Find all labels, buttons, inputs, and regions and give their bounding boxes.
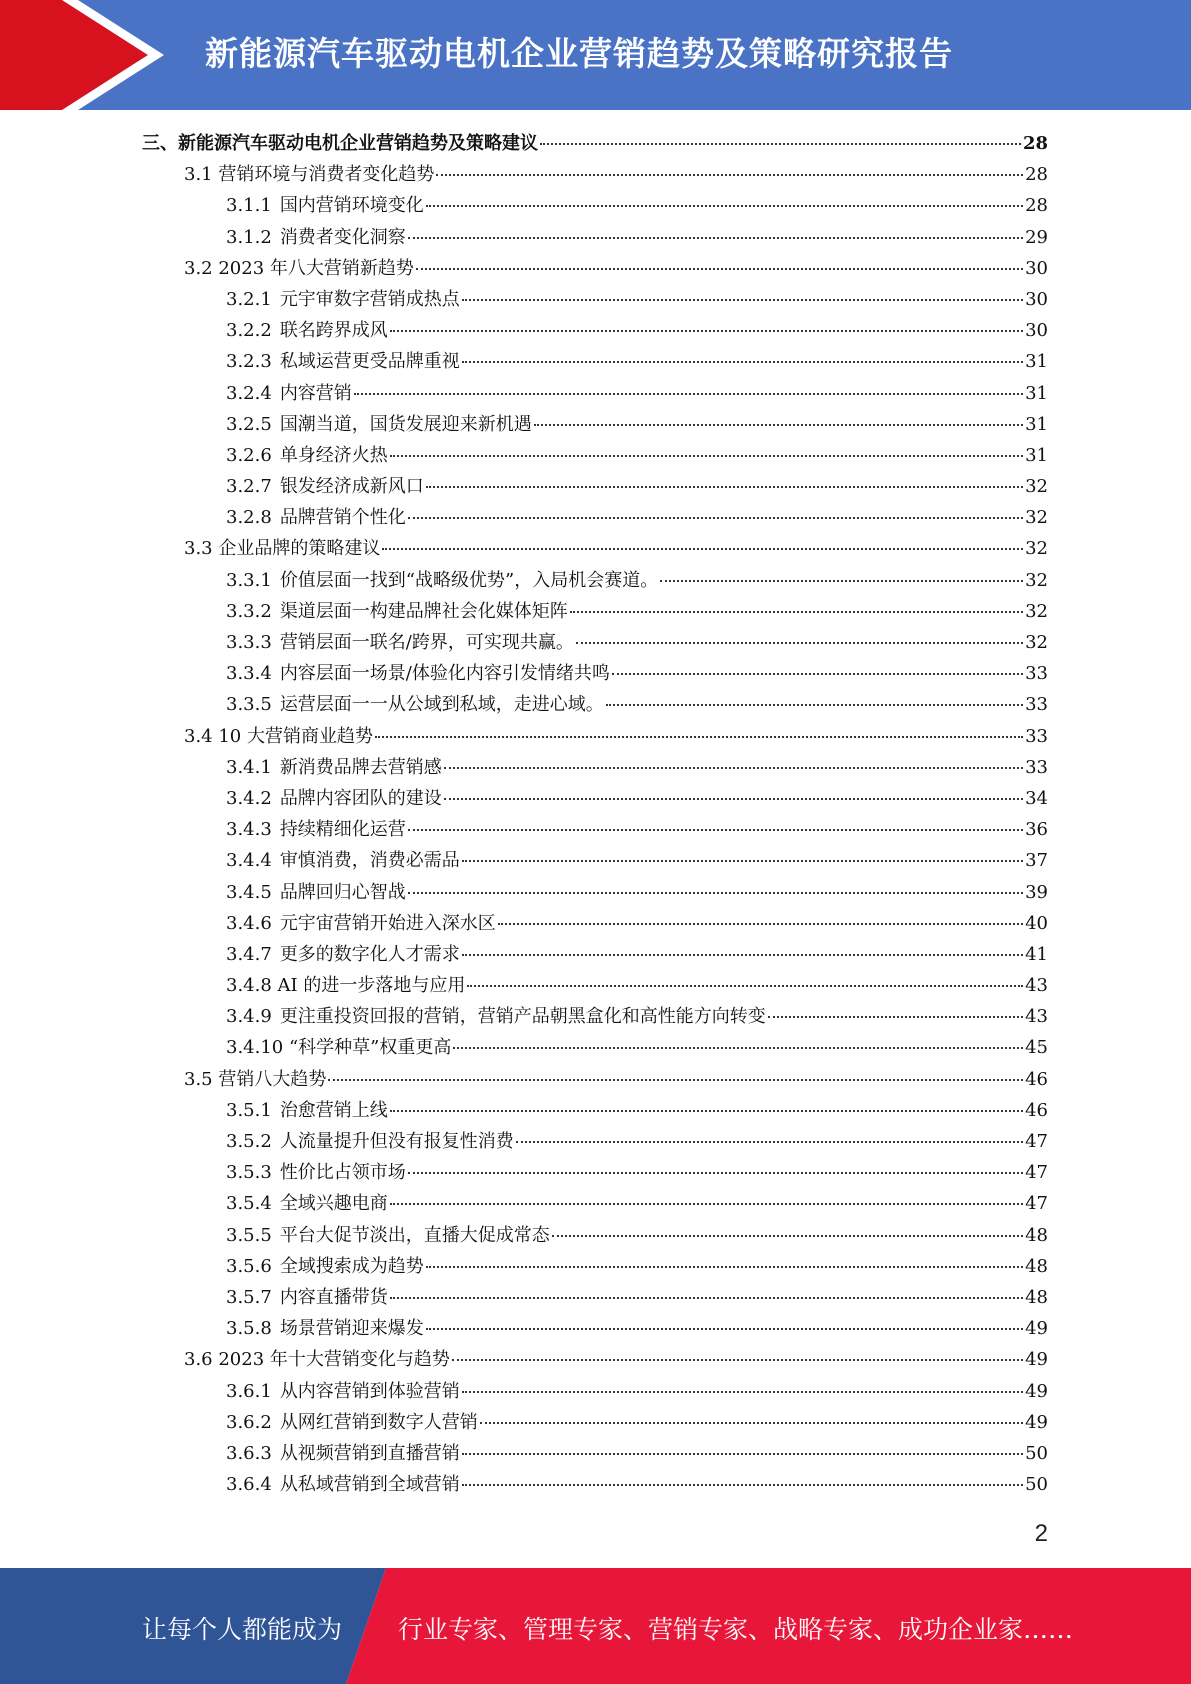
toc-entry-page: 30 [1025,257,1048,279]
toc-entry-number: 3.3.4 [226,663,272,685]
toc-entry-title [226,1407,478,1438]
toc-leader-dots [390,455,1023,457]
toc-leader-dots [426,205,1023,207]
toc-entry[interactable] [142,877,1048,908]
toc-entry-title [226,502,406,533]
toc-entry[interactable] [142,908,1048,939]
toc-entry-page: 49 [1025,1349,1048,1371]
page-footer [0,1568,1191,1684]
toc-entry-title [226,440,388,471]
toc-entry[interactable] [142,658,1048,689]
toc-entry-title [226,1220,550,1251]
toc-entry-title [226,346,460,377]
toc-leader-dots [408,829,1023,831]
toc-entry[interactable] [142,1126,1048,1157]
toc-leader-dots [516,1141,1023,1143]
toc-entry[interactable] [142,346,1048,377]
toc-leader-dots [444,767,1023,769]
toc-entry-number: 3.5.5 [226,1224,272,1246]
toc-entry-title [226,1469,460,1500]
toc-entry-number: 3.4.4 [226,850,272,872]
toc-leader-dots [462,299,1023,301]
toc-entry-page: 48 [1025,1255,1048,1277]
toc-entry[interactable] [142,783,1048,814]
toc-entry[interactable] [142,1095,1048,1126]
toc-entry-title [226,814,406,845]
toc-entry-page: 39 [1025,881,1048,903]
toc-entry-title [184,159,434,190]
toc-entry-text: 新消费品牌去营销感 [279,756,442,778]
toc-leader-dots [452,1359,1023,1361]
toc-entry-text: 内容营销 [279,382,352,404]
toc-entry-page: 32 [1025,538,1048,560]
toc-leader-dots [467,985,1023,987]
toc-entry-page: 43 [1025,1006,1048,1028]
toc-entry-page: 32 [1025,476,1048,498]
toc-entry-number: 3.5.7 [226,1286,272,1308]
toc-entry[interactable] [142,627,1048,658]
toc-entry-number: 3.4.6 [226,912,272,934]
toc-entry[interactable] [142,565,1048,596]
toc-leader-dots [540,143,1021,145]
toc-entry[interactable] [142,1438,1048,1469]
toc-entry-title [226,939,460,970]
toc-entry-page: 47 [1025,1162,1048,1184]
toc-entry[interactable] [142,1282,1048,1313]
toc-entry-page: 45 [1025,1037,1048,1059]
toc-entry-text: 品牌内容团队的建设 [279,787,442,809]
toc-leader-dots [444,798,1023,800]
toc-entry-page: 40 [1025,912,1048,934]
toc-entry-number: 3.5.3 [226,1162,272,1184]
toc-entry-page: 37 [1025,850,1048,872]
toc-entry-text: 更多的数字化人才需求 [279,943,460,965]
toc-entry-text: 3.4.8 AI 的进一步落地与应用 [226,975,466,997]
toc-entry-number: 3.2.6 [226,444,272,466]
toc-leader-dots [416,268,1023,270]
toc-entry-text: 渠道层面一构建品牌社会化媒体矩阵 [279,600,568,622]
toc-entry-number: 3.5.6 [226,1255,272,1277]
toc-leader-dots [426,486,1023,488]
toc-entry-page: 50 [1025,1442,1048,1464]
toc-leader-dots [462,361,1023,363]
toc-entry[interactable] [142,1376,1048,1407]
toc-entry[interactable] [142,939,1048,970]
toc-entry-text: 3.4.10 “科学种草”权重更高 [226,1037,452,1059]
toc-entry-text: 3.5 营销八大趋势 [184,1068,327,1090]
toc-entry-page: 30 [1025,320,1048,342]
toc-leader-dots [354,393,1023,395]
toc-leader-dots [390,1203,1023,1205]
toc-entry-page: 31 [1025,413,1048,435]
toc-entry-number: 3.2.2 [226,320,272,342]
toc-entry-title [226,1126,514,1157]
toc-entry-title [226,409,532,440]
toc-entry-number: 3.5.8 [226,1318,272,1340]
toc-entry-page: 36 [1025,819,1048,841]
toc-leader-dots [426,1328,1023,1330]
toc-leader-dots [570,611,1023,613]
toc-entry-page: 31 [1025,351,1048,373]
toc-entry-number: 3.4.9 [226,1006,272,1028]
toc-entry-text: 从私域营销到全域营销 [279,1474,460,1496]
toc-entry-number: 3.4.7 [226,943,272,965]
toc-entry[interactable] [142,1313,1048,1344]
toc-entry-text: 国潮当道，国货发展迎来新机遇 [279,413,532,435]
toc-entry-text: 3.3 企业品牌的策略建议 [184,538,381,560]
toc-entry[interactable] [142,440,1048,471]
toc-entry-title [184,721,373,752]
toc-entry-text: 3.4 10 大营销商业趋势 [184,725,373,747]
toc-entry-text: 营销层面一联名/跨界，可实现共赢。 [279,632,574,653]
toc-entry-title [226,284,460,315]
toc-entry-title [226,1251,424,1282]
toc-entry-text: 更注重投资回报的营销，营销产品朝黑盒化和高性能方向转变 [279,1006,766,1028]
toc-entry-title [226,627,574,658]
toc-entry-page: 33 [1025,725,1048,747]
toc-entry-text: 全域搜索成为趋势 [279,1255,424,1277]
toc-leader-dots [576,642,1023,644]
toc-entry-title [226,1313,424,1344]
toc-entry[interactable] [142,596,1048,627]
toc-entry-title [184,533,380,564]
toc-entry-text: 人流量提升但没有报复性消费 [279,1131,514,1152]
toc-entry-page: 33 [1025,663,1048,685]
toc-entry-text: 品牌营销个性化 [279,507,406,529]
toc-entry-title [226,1032,451,1063]
toc-entry-text: 从网红营销到数字人营销 [279,1411,478,1433]
toc-entry-page: 31 [1025,444,1048,466]
toc-entry-title [226,1438,460,1469]
toc-leader-dots [436,174,1023,176]
toc-entry-page: 32 [1025,600,1048,622]
toc-entry-page: 47 [1025,1193,1048,1215]
toc-entry-number: 3.2.7 [226,476,272,498]
toc-entry-text: 国内营销环境变化 [279,195,424,217]
toc-entry-page: 46 [1025,1099,1048,1121]
toc-entry-title [226,222,406,253]
toc-entry-text: 3.1 营销环境与消费者变化趋势 [184,164,435,186]
toc-entry-text: 品牌回归心智战 [279,881,406,903]
toc-entry[interactable] [142,1407,1048,1438]
toc-entry-text: 审慎消费，消费必需品 [279,850,460,872]
toc-entry[interactable] [142,128,1048,159]
toc-entry-title [226,1001,766,1032]
toc-entry[interactable] [142,502,1048,533]
toc-entry-page: 46 [1025,1068,1048,1090]
toc-leader-dots [453,1047,1023,1049]
toc-entry[interactable] [142,1251,1048,1282]
toc-entry-title [226,970,465,1001]
toc-entry-text: 3.2 2023 年八大营销新趋势 [184,257,414,279]
toc-entry-text: 联名跨界成风 [279,320,388,342]
toc-entry-page: 49 [1025,1380,1048,1402]
toc-entry-text: 场景营销迎来爆发 [279,1318,424,1340]
toc-entry-page: 48 [1025,1224,1048,1246]
toc-entry-number: 3.2.8 [226,507,272,529]
toc-entry-title [226,565,658,596]
toc-entry-title [226,1376,460,1407]
toc-entry-title [226,315,388,346]
toc-entry-title [226,1157,406,1188]
toc-entry-number: 3.4.5 [226,881,272,903]
toc-entry-text: 持续精细化运营 [279,819,406,841]
toc-entry-page: 33 [1025,694,1048,716]
toc-entry-title [142,128,538,159]
toc-entry-title [226,845,460,876]
toc-entry-title [226,877,406,908]
toc-entry-title [226,783,442,814]
toc-leader-dots [552,1235,1023,1237]
toc-entry[interactable] [142,1344,1048,1375]
toc-leader-dots [462,954,1023,956]
toc-leader-dots [390,1110,1023,1112]
toc-entry-page: 50 [1025,1474,1048,1496]
page-header [0,0,1191,110]
toc-leader-dots [462,860,1023,862]
toc-entry-title [184,1344,450,1375]
toc-entry-number: 3.6.1 [226,1380,272,1402]
toc-entry[interactable] [142,378,1048,409]
toc-entry-number: 3.2.3 [226,351,272,373]
toc-leader-dots [462,1453,1023,1455]
toc-entry[interactable] [142,315,1048,346]
toc-entry-title [184,1064,326,1095]
toc-entry-page: 32 [1025,569,1048,591]
toc-leader-dots [612,673,1023,675]
toc-entry[interactable] [142,1157,1048,1188]
toc-entry-title [226,190,424,221]
toc-leader-dots [480,1422,1023,1424]
toc-entry-page: 34 [1025,787,1048,809]
toc-entry-text: 平台大促节淡出，直播大促成常态 [279,1224,550,1246]
toc-entry[interactable] [142,284,1048,315]
toc-entry-number: 3.5.1 [226,1099,272,1121]
toc-entry-number: 3.4.1 [226,756,272,778]
toc-leader-dots [498,923,1023,925]
toc-entry-number: 3.6.3 [226,1442,272,1464]
toc-entry-title [226,1095,388,1126]
toc-entry[interactable] [142,471,1048,502]
page-number: 2 [1034,1520,1048,1547]
toc-entry-text: 元宇宙营销开始进入深水区 [279,912,496,934]
toc-entry-number: 3.3.5 [226,694,272,716]
toc-entry-number: 3.2.4 [226,382,272,404]
toc-entry[interactable] [142,814,1048,845]
toc-entry-text: 治愈营销上线 [279,1099,388,1121]
toc-entry-page: 43 [1025,975,1048,997]
toc-entry-page: 30 [1025,288,1048,310]
toc-entry-number: 3.6.4 [226,1474,272,1496]
toc-entry-title [226,1282,388,1313]
toc-entry-number: 3.2.5 [226,413,272,435]
toc-entry[interactable] [142,190,1048,221]
toc-entry[interactable] [142,253,1048,284]
toc-leader-dots [462,1391,1023,1393]
toc-leader-dots [768,1016,1023,1018]
toc-entry-page: 32 [1025,632,1048,653]
toc-entry-number: 3.2.1 [226,288,272,310]
toc-entry-text: 单身经济火热 [279,444,388,466]
toc-entry-text: 全域兴趣电商 [279,1193,388,1215]
toc-entry-page: 28 [1025,164,1048,186]
toc-leader-dots [408,517,1023,519]
toc-entry-number: 3.5.4 [226,1193,272,1215]
toc-leader-dots [426,1266,1023,1268]
toc-entry-page: 33 [1025,756,1048,778]
toc-leader-dots [606,704,1023,706]
toc-entry-page: 28 [1022,133,1048,154]
toc-entry[interactable] [142,222,1048,253]
toc-entry[interactable] [142,721,1048,752]
toc-entry[interactable] [142,845,1048,876]
toc-entry[interactable] [142,1064,1048,1095]
toc-entry-page: 41 [1025,943,1048,965]
footer-slogan: 让每个人都能成为 [142,1615,343,1644]
toc-leader-dots [408,237,1023,239]
toc-entry-number: 3.1.1 [226,195,272,217]
toc-entry[interactable] [142,533,1048,564]
toc-entry-title [226,596,568,627]
toc-entry-title [226,658,610,689]
toc-entry[interactable] [142,409,1048,440]
toc-entry[interactable] [142,689,1048,720]
toc-entry-number: 3.5.2 [226,1131,272,1152]
toc-entry-text: 私域运营更受品牌重视 [279,351,460,373]
toc-entry[interactable] [142,970,1048,1001]
toc-entry-text: 价值层面一找到“战略级优势”，入局机会赛道。 [279,569,659,591]
toc-entry-title [226,378,352,409]
toc-leader-dots [534,424,1023,426]
toc-entry-number: 3.3.2 [226,600,272,622]
toc-leader-dots [408,1172,1023,1174]
toc-entry-page: 32 [1025,507,1048,529]
toc-entry-text: 从视频营销到直播营销 [279,1442,460,1464]
toc-entry-text: 三、新能源汽车驱动电机企业营销趋势及策略建议 [142,133,538,154]
toc-leader-dots [390,1297,1023,1299]
toc-entry-text: 性价比占领市场 [279,1162,406,1184]
toc-entry-number: 3.1.2 [226,226,272,248]
toc-entry-text: 银发经济成新风口 [279,476,424,498]
toc-entry-title [226,1188,388,1219]
toc-entry-page: 28 [1025,195,1048,217]
toc-entry-title [226,752,442,783]
toc-leader-dots [408,892,1023,894]
toc-entry[interactable] [142,1469,1048,1500]
footer-roles: 行业专家、管理专家、营销专家、战略专家、成功企业家…… [398,1615,1074,1644]
toc-entry[interactable] [142,1188,1048,1219]
toc-leader-dots [660,580,1023,582]
toc-entry-page: 49 [1025,1318,1048,1340]
toc-entry[interactable] [142,1001,1048,1032]
toc-entry-title [226,689,604,720]
toc-entry[interactable] [142,1220,1048,1251]
toc-entry-title [226,908,496,939]
toc-entry-page: 47 [1025,1131,1048,1152]
toc-entry-number: 3.6.2 [226,1411,272,1433]
toc-entry-text: 内容直播带货 [279,1286,388,1308]
toc-leader-dots [382,548,1023,550]
toc-entry-number: 3.4.3 [226,819,272,841]
toc-leader-dots [375,736,1023,738]
toc-entry-page: 29 [1025,226,1048,248]
toc-entry-number: 3.3.3 [226,632,272,653]
toc-entry-text: 从内容营销到体验营销 [279,1380,460,1402]
header-title: 新能源汽车驱动电机企业营销趋势及策略研究报告 [205,34,953,73]
toc-leader-dots [390,330,1023,332]
toc-entry-title [226,471,424,502]
toc-entry-page: 49 [1025,1411,1048,1433]
toc-entry-number: 3.4.2 [226,787,272,809]
toc-entry[interactable] [142,752,1048,783]
toc-entry[interactable] [142,159,1048,190]
toc-entry-text: 运营层面一一从公域到私域，走进心域。 [279,694,604,716]
toc-entry-page: 48 [1025,1286,1048,1308]
toc-entry-number: 3.3.1 [226,569,272,591]
toc-entry-title [184,253,414,284]
toc-entry-text: 内容层面一场景/体验化内容引发情绪共鸣 [279,663,610,685]
toc-entry-page: 31 [1025,382,1048,404]
toc-entry-text: 3.6 2023 年十大营销变化与趋势 [184,1349,450,1371]
table-of-contents [142,128,1048,1500]
toc-leader-dots [462,1484,1023,1486]
toc-entry[interactable] [142,1032,1048,1063]
toc-leader-dots [328,1079,1023,1081]
toc-entry-text: 消费者变化洞察 [279,226,406,248]
toc-entry-text: 元宇审数字营销成热点 [279,288,460,310]
